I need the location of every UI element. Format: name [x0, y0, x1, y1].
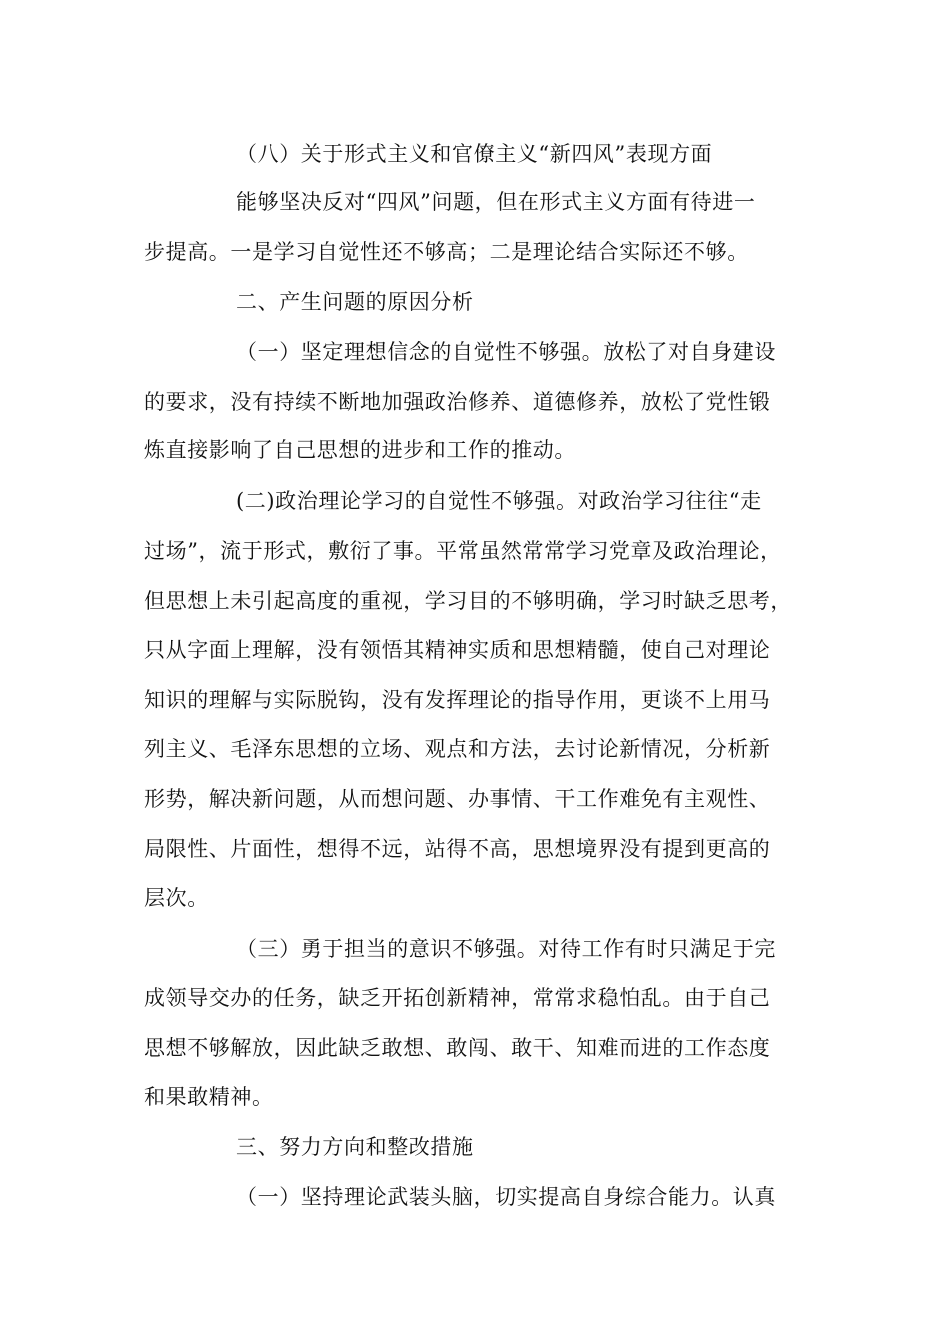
paragraph-line: 只从字面上理解，没有领悟其精神实质和思想精髓，使自己对理论	[144, 638, 771, 662]
paragraph-line: 知识的理解与实际脱钩，没有发挥理论的指导作用，更谈不上用马	[144, 688, 771, 712]
paragraph-line: 列主义、毛泽东思想的立场、观点和方法，去讨论新情况，分析新	[144, 737, 771, 761]
paragraph-line: 成领导交办的任务，缺乏开拓创新精神，常常求稳怕乱。由于自己	[144, 986, 771, 1010]
heading-line: （一）坚持理论武装头脑，切实提高自身综合能力。认真	[236, 1185, 776, 1209]
paragraph-line: 形势，解决新问题，从而想问题、办事情、干工作难免有主观性、	[144, 787, 771, 811]
paragraph-line: 层次。	[144, 886, 209, 910]
paragraph-line: 和果敢精神。	[144, 1085, 274, 1109]
heading-line: （三）勇于担当的意识不够强。对待工作有时只满足于完	[236, 937, 776, 961]
heading-line: （一）坚定理想信念的自觉性不够强。放松了对自身建设	[236, 340, 776, 364]
section-heading: 三、努力方向和整改措施	[236, 1135, 474, 1159]
heading-line: （八）关于形式主义和官僚主义“新四风”表现方面	[236, 142, 713, 166]
paragraph-line: 能够坚决反对“四风”问题，但在形式主义方面有待进一	[236, 190, 756, 214]
paragraph-line: 炼直接影响了自己思想的进步和工作的推动。	[144, 438, 576, 462]
heading-line: (二)政治理论学习的自觉性不够强。对政治学习往往“走	[236, 489, 762, 513]
paragraph-line: 过场”，流于形式，敷衍了事。平常虽然常常学习党章及政治理论，	[144, 539, 782, 563]
paragraph-line: 步提高。一是学习自觉性还不够高；二是理论结合实际还不够。	[144, 240, 749, 264]
paragraph-line: 的要求，没有持续不断地加强政治修养、道德修养，放松了党性锻	[144, 390, 771, 414]
paragraph-line: 思想不够解放，因此缺乏敢想、敢闯、敢干、知难而进的工作态度	[144, 1036, 771, 1060]
section-heading: 二、产生问题的原因分析	[236, 290, 474, 314]
paragraph-line: 但思想上未引起高度的重视，学习目的不够明确，学习时缺乏思考，	[144, 589, 792, 613]
paragraph-line: 局限性、片面性，想得不远，站得不高，思想境界没有提到更高的	[144, 837, 771, 861]
